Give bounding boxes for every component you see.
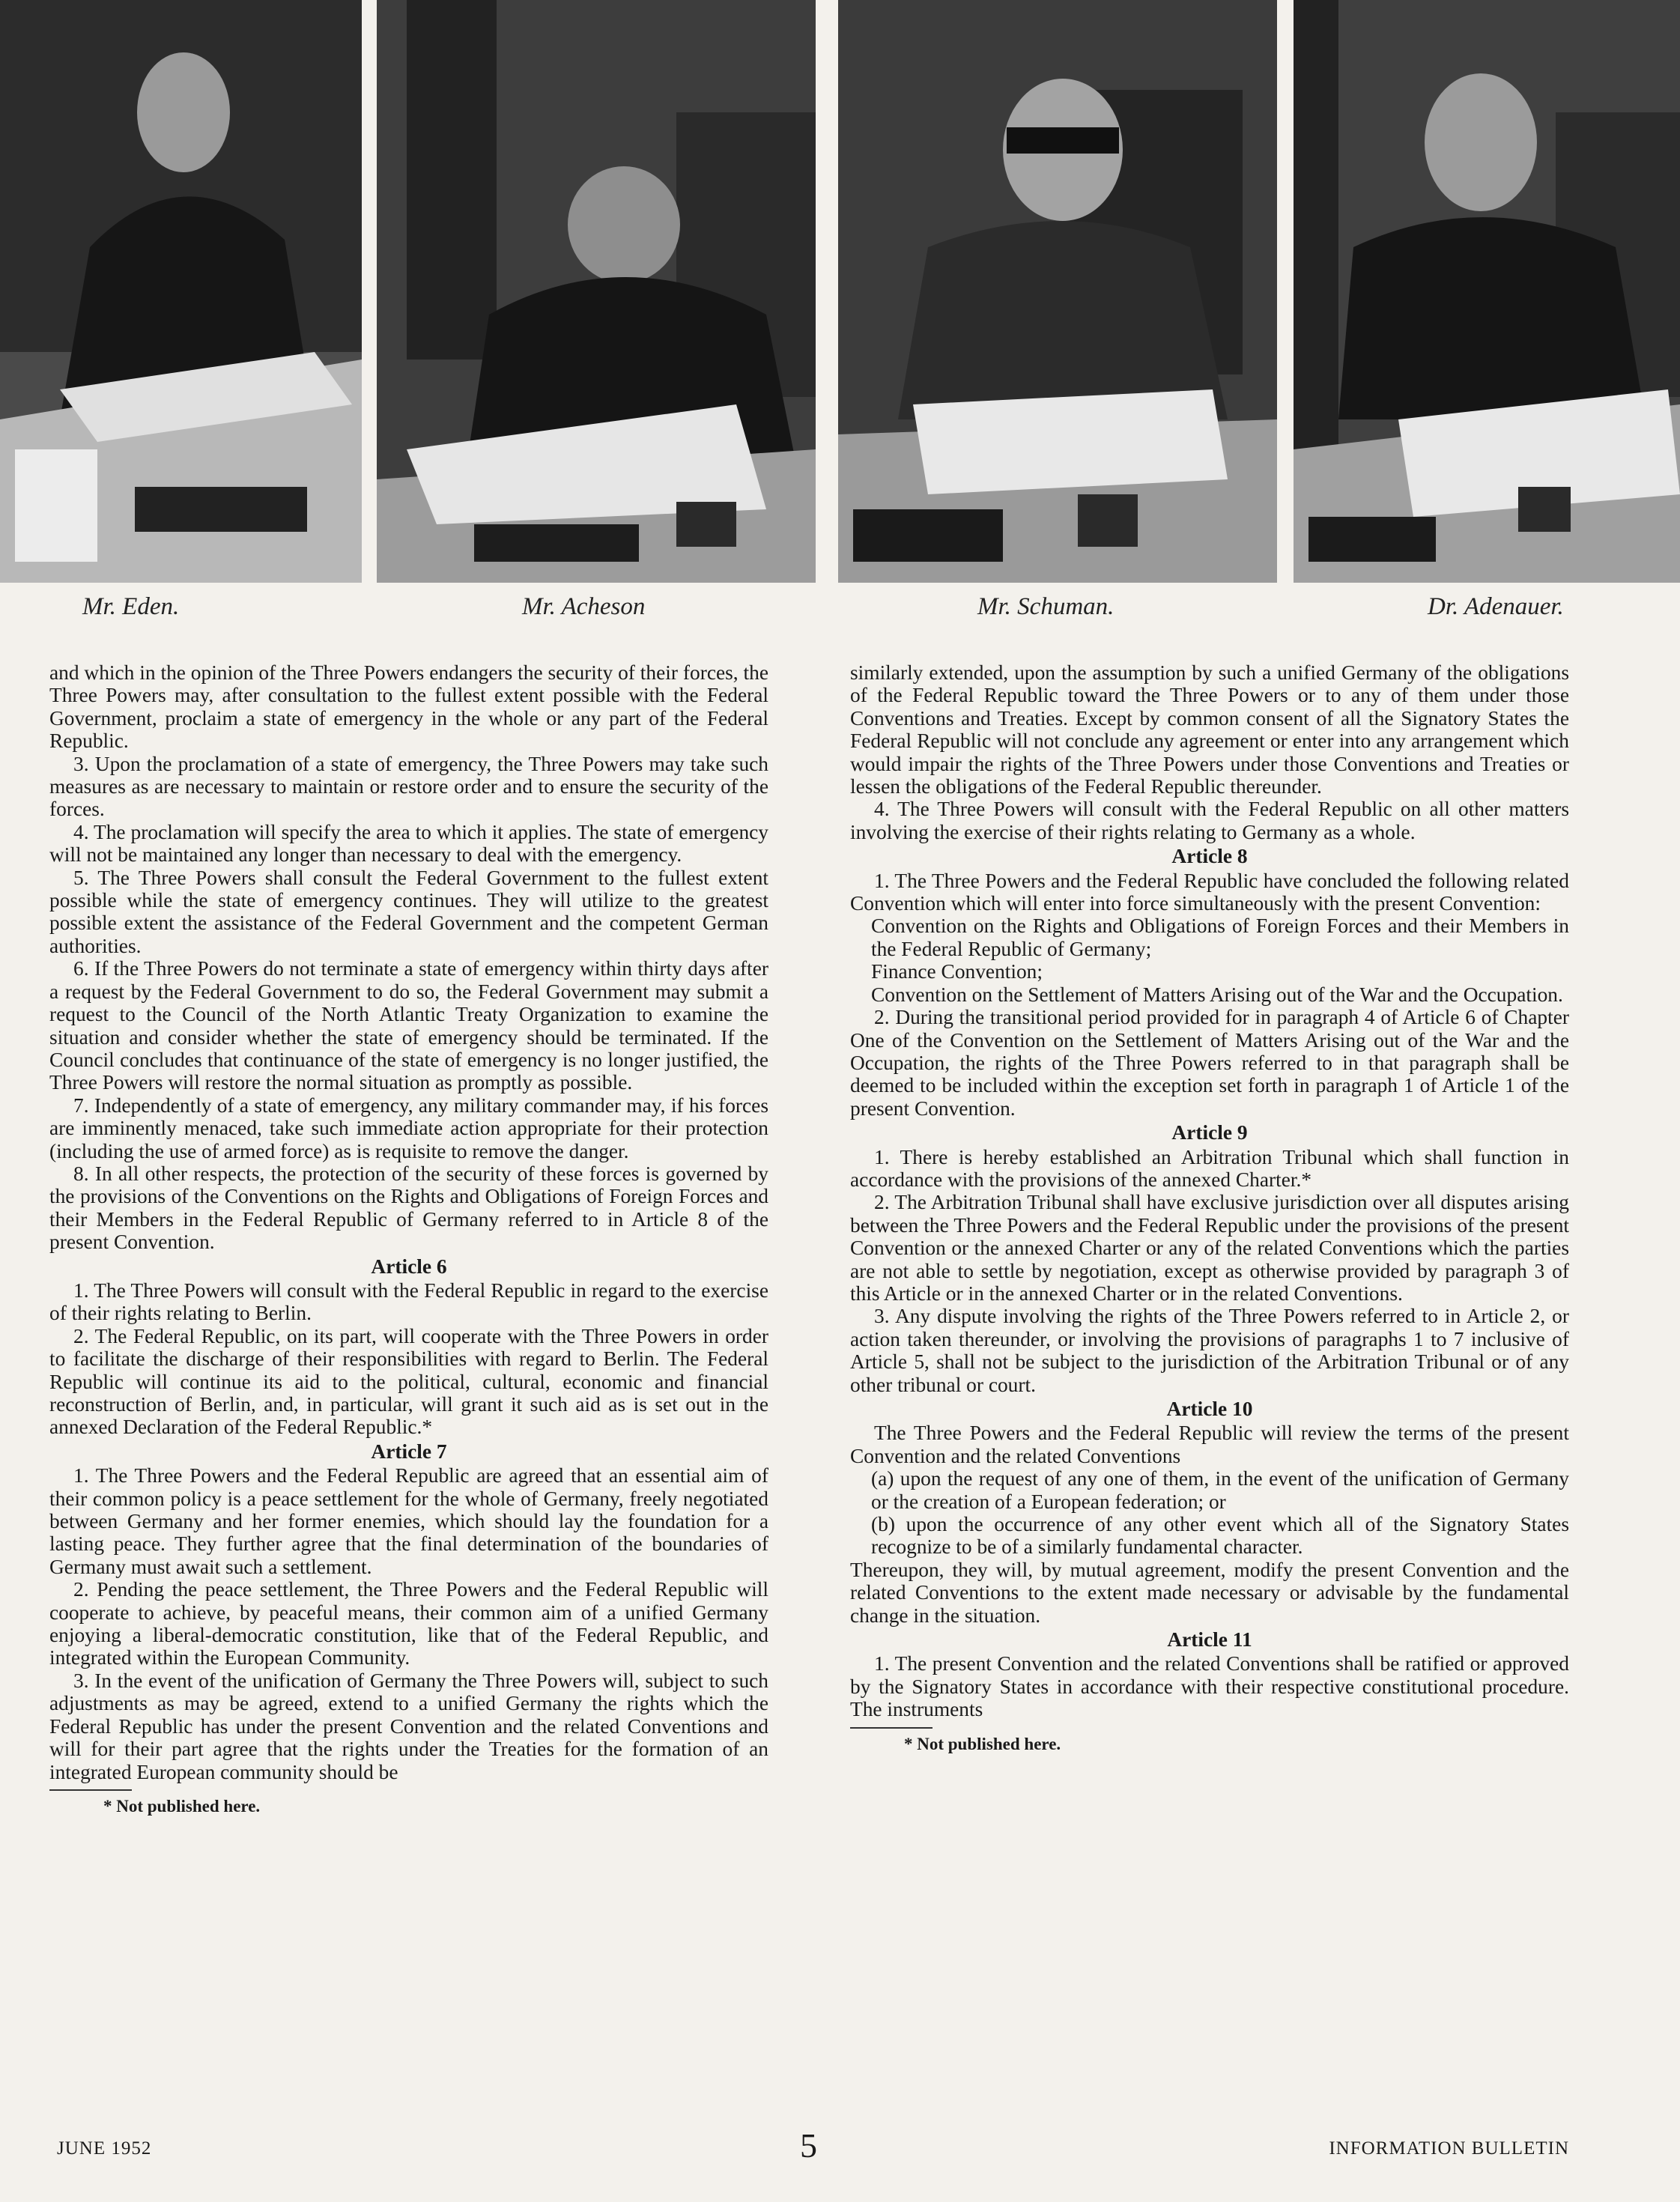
article-heading: Article 8 <box>1171 845 1248 868</box>
article-heading: Article 10 <box>1166 1398 1253 1420</box>
footnote: * Not published here. <box>904 1734 1061 1753</box>
paragraph: 1. The Three Powers and the Federal Republic are agreed that an essential aim of their common policy is a peace settlement for the whole of Germany, freely negotiated between Germany and her former enemies, which should lay the foundation for a lasting peace. They further agree that the final determination of the boundaries of Germany must await such a settlement. <box>49 1464 768 1578</box>
signing-photo-adenauer <box>1294 0 1680 583</box>
photo-eden-icon <box>0 0 362 583</box>
footnote: * Not published here. <box>103 1796 261 1816</box>
list-item: Convention on the Settlement of Matters Arising out of the War and the Occupation. <box>871 983 1563 1006</box>
photo-acheson-icon <box>377 0 816 583</box>
paragraph: and which in the opinion of the Three Powers endangers the security of their forces, the Three Powers may, after consultation to the fullest extent possible with the Federal Government, proclaim a state of emergency in the whole or any part of the Federal Republic. <box>49 661 768 753</box>
paragraph: 2. The Federal Republic, on its part, will cooperate with the Three Powers in order to facilitate the discharge of their responsibilities with regard to Berlin. The Federal Republic will continue its aid to the political, cultural, economic and financial reconstruction of Berlin, and, in particular, will grant it such aid as is set out in the annexed Declaration of the Federal Republic.* <box>49 1324 768 1439</box>
paragraph: The Three Powers and the Federal Republic will review the terms of the present Convention and the related Conventions <box>850 1422 1569 1467</box>
left-column <box>49 661 768 1818</box>
paragraph: 5. The Three Powers shall consult the Federal Government to the fullest extent possible while the state of emergency continues. They will utilize to the greatest possible extent the assistance of the Federal Government and the competent German authorities. <box>49 866 768 957</box>
paragraph: 2. During the transitional period provided for in paragraph 4 of Article 6 of Chapter One of the Convention on the Settlement of Matters Arising out of the War and the Occupation, the rights of the Three Powers referred to in that paragraph shall be deemed to be included within the exception set forth in paragraph 1 of Article 1 of the present Convention. <box>850 1006 1569 1120</box>
paragraph: 8. In all other respects, the protection of the security of these forces is governed by the provisions of the Conventions on the Rights and Obligations of Foreign Forces and their Members in the Federal Republic of Germany referred to in Article 8 of the present Convention. <box>49 1162 768 1254</box>
paragraph: 4. The proclamation will specify the area to which it applies. The state of emergency will not be maintained any longer than necessary to deal with the emergency. <box>49 820 768 867</box>
footnote-rule <box>49 1789 132 1791</box>
list-item: Finance Convention; <box>871 960 1043 983</box>
list-item: (a) upon the request of any one of them, in the event of the unification of Germany or the creation of a European federation; or <box>871 1467 1569 1513</box>
footnote-rule <box>850 1727 933 1729</box>
signing-photo-acheson <box>377 0 816 583</box>
article-heading: Article 11 <box>1167 1628 1252 1652</box>
paragraph: 4. The Three Powers will consult with the Federal Republic on all other matters involving the exercise of their rights relating to Germany as a whole. <box>850 798 1569 843</box>
footer-publication: INFORMATION BULLETIN <box>1329 2138 1569 2159</box>
paragraph: similarly extended, upon the assumption by such a unified Germany of the obligations of the Federal Republic toward the Three Powers or to any of them under those Conventions and Treaties. Except by common consent of all the Signatory States the Federal Republic will not conclude any agreement or enter into any arrangement which would impair the rights of the Three Powers under those Conventions and Treaties or lessen the obligations of the Federal Republic thereunder. <box>850 661 1569 798</box>
paragraph: 2. The Arbitration Tribunal shall have exclusive jurisdiction over all disputes arising between the Three Powers and the Federal Republic under the provisions of the present Convention or the annexed Charter or any of the related Conventions which the parties are not able to settle by negotiation, except as otherwise provided by paragraph 3 of this Article or in the annexed Charter or in the related Conventions. <box>850 1191 1569 1305</box>
signing-photo-schuman <box>838 0 1277 583</box>
footer-date: JUNE 1952 <box>57 2138 152 2159</box>
paragraph: 1. There is hereby established an Arbitration Tribunal which shall function in accordance with the provisions of the annexed Charter.* <box>850 1145 1569 1191</box>
caption-adenauer: Dr. Adenauer. <box>1428 593 1564 620</box>
list-item: Convention on the Rights and Obligations of Foreign Forces and their Members in the Federal Republic of Germany; <box>871 915 1569 960</box>
photo-strip <box>0 0 1680 584</box>
paragraph: 7. Independently of a state of emergency, any military commander may, if his forces are imminently menaced, take such immediate action appropriate for their protection (including the use of armed force) as is requisite to remove the danger. <box>49 1094 768 1162</box>
caption-eden: Mr. Eden. <box>82 593 180 620</box>
paragraph: 6. If the Three Powers do not terminate a state of emergency within thirty days after a request by the Federal Government to do so, the Federal Government may submit a request to the Council of the North Atlantic Treaty Organization to examine the situation and consider whether the state of emergency should be terminated. If the Council concludes that continuance of the state of emergency is no longer justified, the Three Powers will restore the normal situation as promptly as possible. <box>49 957 768 1094</box>
page-number: 5 <box>800 2126 817 2165</box>
paragraph: 3. Any dispute involving the rights of the Three Powers referred to in Article 2, or action taken thereunder, or involving the provisions of paragraphs 1 to 7 inclusive of Article 5, shall not be subject to the jurisdiction of the Arbitration Tribunal or of any other tribunal or court. <box>850 1305 1569 1396</box>
photo-schuman-icon <box>838 0 1277 583</box>
list-item: (b) upon the occurrence of any other event which all of the Signatory States recognize to be of a similarly fundamental character. <box>871 1513 1569 1559</box>
signing-photo-eden <box>0 0 362 583</box>
article-heading: Article 9 <box>1171 1121 1248 1144</box>
paragraph: Thereupon, they will, by mutual agreement, modify the present Convention and the related Conventions to the extent made necessary or advisable by the fundamental change in the situation. <box>850 1558 1569 1627</box>
paragraph: 3. Upon the proclamation of a state of emergency, the Three Powers may take such measures as are necessary to maintain or restore order and to ensure the security of the forces. <box>49 752 768 821</box>
paragraph: 1. The Three Powers will consult with the Federal Republic in regard to the exercise of their rights relating to Berlin. <box>49 1279 768 1325</box>
caption-schuman: Mr. Schuman. <box>977 593 1115 620</box>
paragraph: 2. Pending the peace settlement, the Three Powers and the Federal Republic will cooperate to achieve, by peaceful means, their common aim of a unified Germany enjoying a liberal-democratic constitution, like that of the Federal Republic, and integrated within the European Community. <box>49 1578 768 1669</box>
right-column <box>850 661 1569 1756</box>
caption-acheson: Mr. Acheson <box>522 593 646 620</box>
photo-adenauer-icon <box>1294 0 1680 583</box>
paragraph: 1. The Three Powers and the Federal Republic have concluded the following related Convention which will enter into force simultaneously with the present Convention: <box>850 869 1569 915</box>
article-heading: Article 6 <box>371 1255 447 1278</box>
paragraph: 1. The present Convention and the related Conventions shall be ratified or approved by the Signatory States in accordance with their respective constitutional procedure. The instruments <box>850 1652 1569 1721</box>
paragraph: 3. In the event of the unification of Germany the Three Powers will, subject to such adjustments as may be agreed, extend to a unified Germany the rights which the Federal Republic has under the present Convention and the related Conventions and will for their part agree that the rights under the Treaties for the formation of an integrated European community should be <box>49 1669 768 1783</box>
article-heading: Article 7 <box>371 1440 447 1463</box>
